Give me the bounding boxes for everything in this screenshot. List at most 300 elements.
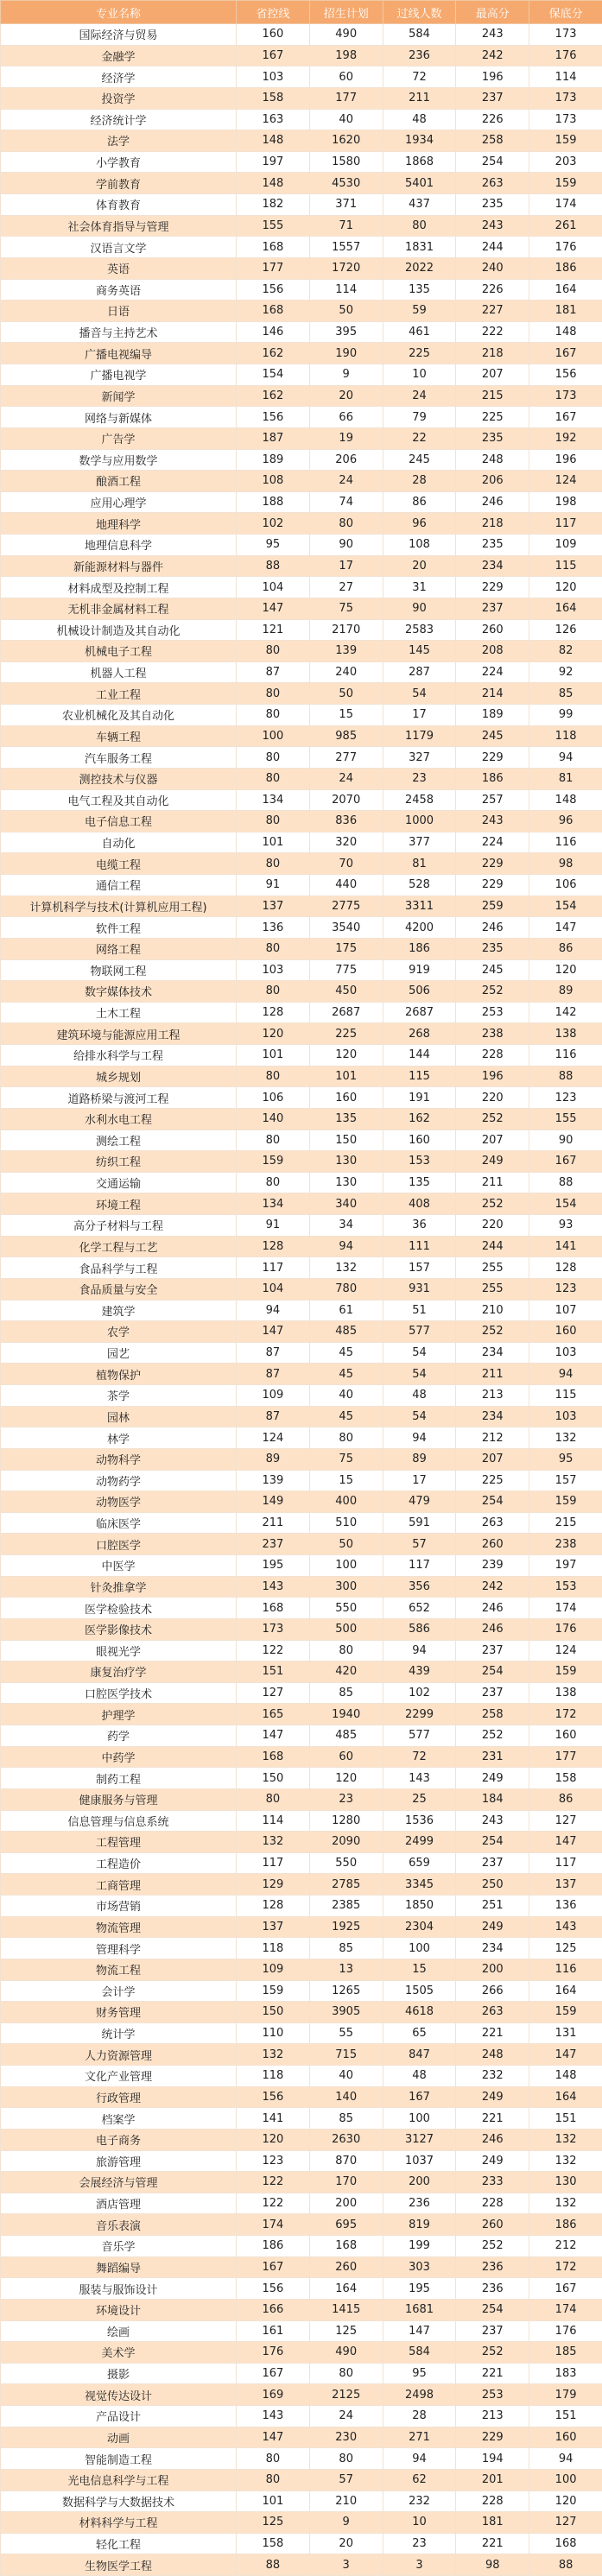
table-row <box>1 2108 602 2130</box>
cell-major-name: 汉语言文学 <box>1 237 237 258</box>
cell-minimum-score: 164 <box>529 279 602 301</box>
cell-highest-score: 196 <box>456 66 529 88</box>
cell-enrollment-plan: 2090 <box>309 1832 383 1853</box>
cell-passing-count: 160 <box>383 1130 456 1151</box>
cell-major-name: 法学 <box>1 130 237 152</box>
cell-minimum-score: 148 <box>529 789 602 811</box>
cell-enrollment-plan: 101 <box>309 1066 383 1087</box>
header-passing-count: 过线人数 <box>383 1 456 24</box>
cell-passing-count: 1850 <box>383 1896 456 1917</box>
cell-minimum-score: 164 <box>529 598 602 619</box>
cell-enrollment-plan: 80 <box>309 2448 383 2470</box>
cell-major-name: 园林 <box>1 1406 237 1427</box>
table-row <box>1 215 602 237</box>
cell-passing-count: 72 <box>383 1746 456 1768</box>
table-row <box>1 1704 602 1725</box>
cell-enrollment-plan: 2630 <box>309 2129 383 2150</box>
cell-highest-score: 246 <box>456 1598 529 1619</box>
cell-highest-score: 253 <box>456 2384 529 2406</box>
cell-highest-score: 263 <box>456 2002 529 2023</box>
cell-minimum-score: 176 <box>529 1618 602 1640</box>
cell-major-name: 茶学 <box>1 1385 237 1407</box>
cell-enrollment-plan: 24 <box>309 768 383 789</box>
table-row <box>1 2533 602 2554</box>
cell-major-name: 广播电视编导 <box>1 343 237 364</box>
table-row <box>1 1023 602 1045</box>
cell-enrollment-plan: 130 <box>309 1172 383 1193</box>
cell-major-name: 数据科学与大数据技术 <box>1 2491 237 2512</box>
cell-highest-score: 221 <box>456 2363 529 2384</box>
header-minimum-score: 保底分 <box>529 1 602 24</box>
table-row <box>1 301 602 322</box>
table-row <box>1 1512 602 1534</box>
cell-provincial-line: 88 <box>237 555 310 577</box>
cell-passing-count: 17 <box>383 1470 456 1491</box>
cell-enrollment-plan: 140 <box>309 2086 383 2108</box>
cell-major-name: 光电信息科学与工程 <box>1 2469 237 2491</box>
table-row <box>1 641 602 662</box>
cell-passing-count: 1179 <box>383 725 456 747</box>
table-row <box>1 1661 602 1683</box>
cell-provincial-line: 124 <box>237 1427 310 1449</box>
table-row <box>1 1385 602 1407</box>
cell-major-name: 环境设计 <box>1 2299 237 2320</box>
cell-highest-score: 208 <box>456 641 529 662</box>
cell-passing-count: 48 <box>383 2066 456 2087</box>
cell-enrollment-plan: 15 <box>309 1470 383 1491</box>
cell-passing-count: 22 <box>383 427 456 449</box>
table-row <box>1 2002 602 2023</box>
table-row <box>1 811 602 832</box>
cell-passing-count: 147 <box>383 2320 456 2342</box>
cell-enrollment-plan: 200 <box>309 2193 383 2214</box>
cell-minimum-score: 143 <box>529 1916 602 1938</box>
cell-minimum-score: 132 <box>529 1427 602 1449</box>
cell-major-name: 纺织工程 <box>1 1151 237 1173</box>
cell-major-name: 药学 <box>1 1725 237 1747</box>
cell-major-name: 动物医学 <box>1 1491 237 1513</box>
cell-enrollment-plan: 85 <box>309 1682 383 1704</box>
table-row <box>1 2150 602 2172</box>
cell-provincial-line: 80 <box>237 683 310 705</box>
cell-provincial-line: 80 <box>237 768 310 789</box>
table-row <box>1 471 602 492</box>
cell-minimum-score: 164 <box>529 1980 602 2002</box>
table-body <box>1 24 602 2576</box>
cell-enrollment-plan: 9 <box>309 364 383 386</box>
table-row <box>1 1364 602 1385</box>
cell-major-name: 金融学 <box>1 45 237 66</box>
cell-enrollment-plan: 177 <box>309 87 383 109</box>
cell-provincial-line: 80 <box>237 1066 310 1087</box>
cell-enrollment-plan: 80 <box>309 2363 383 2384</box>
cell-provincial-line: 80 <box>237 705 310 726</box>
cell-major-name: 酒店管理 <box>1 2193 237 2214</box>
cell-highest-score: 243 <box>456 811 529 832</box>
cell-provincial-line: 168 <box>237 1746 310 1768</box>
cell-minimum-score: 116 <box>529 832 602 853</box>
cell-enrollment-plan: 80 <box>309 1427 383 1449</box>
cell-minimum-score: 156 <box>529 364 602 386</box>
cell-major-name: 建筑学 <box>1 1300 237 1321</box>
cell-enrollment-plan: 2170 <box>309 619 383 641</box>
cell-highest-score: 237 <box>456 598 529 619</box>
cell-major-name: 医学检验技术 <box>1 1598 237 1619</box>
cell-major-name: 日语 <box>1 301 237 322</box>
cell-passing-count: 819 <box>383 2214 456 2236</box>
cell-major-name: 林学 <box>1 1427 237 1449</box>
cell-enrollment-plan: 2125 <box>309 2384 383 2406</box>
cell-minimum-score: 124 <box>529 471 602 492</box>
table-row <box>1 535 602 556</box>
cell-passing-count: 586 <box>383 1618 456 1640</box>
cell-minimum-score: 131 <box>529 2022 602 2044</box>
cell-enrollment-plan: 100 <box>309 1555 383 1577</box>
cell-major-name: 网络与新媒体 <box>1 407 237 428</box>
cell-highest-score: 225 <box>456 407 529 428</box>
cell-enrollment-plan: 27 <box>309 577 383 598</box>
cell-minimum-score: 186 <box>529 257 602 279</box>
cell-minimum-score: 100 <box>529 2469 602 2491</box>
cell-enrollment-plan: 3905 <box>309 2002 383 2023</box>
cell-passing-count: 287 <box>383 661 456 683</box>
cell-passing-count: 377 <box>383 832 456 853</box>
cell-provincial-line: 148 <box>237 173 310 194</box>
cell-major-name: 环境工程 <box>1 1193 237 1215</box>
cell-highest-score: 237 <box>456 2320 529 2342</box>
table-row <box>1 725 602 747</box>
cell-major-name: 绘画 <box>1 2320 237 2342</box>
cell-major-name: 园艺 <box>1 1342 237 1364</box>
cell-provincial-line: 80 <box>237 853 310 875</box>
table-row <box>1 1746 602 1768</box>
cell-major-name: 社会体育指导与管理 <box>1 215 237 237</box>
cell-highest-score: 233 <box>456 2172 529 2193</box>
cell-minimum-score: 99 <box>529 705 602 726</box>
cell-passing-count: 25 <box>383 1788 456 1810</box>
cell-enrollment-plan: 4530 <box>309 173 383 194</box>
cell-major-name: 财务管理 <box>1 2002 237 2023</box>
table-row <box>1 1598 602 1619</box>
cell-provincial-line: 158 <box>237 87 310 109</box>
cell-provincial-line: 151 <box>237 1661 310 1683</box>
cell-highest-score: 211 <box>456 1172 529 1193</box>
table-row <box>1 1278 602 1300</box>
cell-highest-score: 213 <box>456 1385 529 1407</box>
cell-provincial-line: 136 <box>237 917 310 939</box>
cell-highest-score: 246 <box>456 491 529 513</box>
cell-highest-score: 240 <box>456 257 529 279</box>
cell-provincial-line: 102 <box>237 513 310 535</box>
cell-enrollment-plan: 60 <box>309 66 383 88</box>
cell-minimum-score: 93 <box>529 1215 602 1237</box>
cell-highest-score: 226 <box>456 279 529 301</box>
cell-highest-score: 253 <box>456 1002 529 1023</box>
cell-major-name: 应用心理学 <box>1 491 237 513</box>
cell-minimum-score: 160 <box>529 1321 602 1343</box>
cell-highest-score: 252 <box>456 1108 529 1130</box>
table-row <box>1 1980 602 2002</box>
cell-enrollment-plan: 20 <box>309 2533 383 2554</box>
cell-highest-score: 225 <box>456 1470 529 1491</box>
cell-major-name: 智能制造工程 <box>1 2448 237 2470</box>
cell-minimum-score: 179 <box>529 2384 602 2406</box>
cell-major-name: 生物医学工程 <box>1 2554 237 2576</box>
cell-major-name: 经济学 <box>1 66 237 88</box>
cell-major-name: 投资学 <box>1 87 237 109</box>
cell-highest-score: 207 <box>456 1448 529 1470</box>
table-row <box>1 959 602 981</box>
cell-minimum-score: 94 <box>529 2448 602 2470</box>
cell-passing-count: 2687 <box>383 1002 456 1023</box>
cell-highest-score: 248 <box>456 449 529 471</box>
table-row <box>1 917 602 939</box>
cell-provincial-line: 143 <box>237 1576 310 1598</box>
cell-minimum-score: 167 <box>529 343 602 364</box>
cell-minimum-score: 81 <box>529 768 602 789</box>
table-row <box>1 407 602 428</box>
cell-passing-count: 48 <box>383 109 456 130</box>
cell-passing-count: 24 <box>383 385 456 407</box>
cell-passing-count: 135 <box>383 1172 456 1193</box>
table-row <box>1 343 602 364</box>
cell-minimum-score: 115 <box>529 1385 602 1407</box>
cell-passing-count: 931 <box>383 1278 456 1300</box>
cell-passing-count: 577 <box>383 1321 456 1343</box>
cell-minimum-score: 159 <box>529 2002 602 2023</box>
cell-major-name: 测控技术与仪器 <box>1 768 237 789</box>
cell-minimum-score: 90 <box>529 1130 602 1151</box>
cell-minimum-score: 130 <box>529 2172 602 2193</box>
cell-provincial-line: 87 <box>237 661 310 683</box>
cell-minimum-score: 92 <box>529 661 602 683</box>
cell-provincial-line: 162 <box>237 385 310 407</box>
table-row <box>1 2066 602 2087</box>
cell-minimum-score: 192 <box>529 427 602 449</box>
cell-minimum-score: 117 <box>529 1852 602 1874</box>
table-row <box>1 1108 602 1130</box>
cell-highest-score: 252 <box>456 2236 529 2257</box>
cell-major-name: 档案学 <box>1 2108 237 2130</box>
cell-enrollment-plan: 715 <box>309 2044 383 2066</box>
cell-provincial-line: 166 <box>237 2299 310 2320</box>
cell-passing-count: 2499 <box>383 1832 456 1853</box>
table-row <box>1 598 602 619</box>
cell-minimum-score: 159 <box>529 1491 602 1513</box>
table-row <box>1 661 602 683</box>
cell-enrollment-plan: 55 <box>309 2022 383 2044</box>
cell-minimum-score: 127 <box>529 2512 602 2534</box>
table-row <box>1 768 602 789</box>
cell-highest-score: 214 <box>456 683 529 705</box>
cell-provincial-line: 187 <box>237 427 310 449</box>
cell-highest-score: 260 <box>456 1534 529 1555</box>
cell-highest-score: 229 <box>456 577 529 598</box>
table-row <box>1 364 602 386</box>
cell-minimum-score: 109 <box>529 535 602 556</box>
cell-provincial-line: 80 <box>237 2448 310 2470</box>
table-row <box>1 1448 602 1470</box>
cell-major-name: 交通运输 <box>1 1172 237 1193</box>
cell-minimum-score: 185 <box>529 2342 602 2364</box>
cell-enrollment-plan: 400 <box>309 1491 383 1513</box>
cell-highest-score: 254 <box>456 1661 529 1683</box>
cell-enrollment-plan: 164 <box>309 2278 383 2300</box>
cell-major-name: 酿酒工程 <box>1 471 237 492</box>
cell-highest-score: 235 <box>456 938 529 959</box>
cell-enrollment-plan: 66 <box>309 407 383 428</box>
cell-provincial-line: 114 <box>237 1810 310 1832</box>
cell-passing-count: 437 <box>383 194 456 216</box>
cell-passing-count: 100 <box>383 1938 456 1959</box>
cell-passing-count: 195 <box>383 2278 456 2300</box>
cell-minimum-score: 115 <box>529 555 602 577</box>
cell-highest-score: 98 <box>456 2554 529 2576</box>
cell-provincial-line: 80 <box>237 1130 310 1151</box>
table-row <box>1 2491 602 2512</box>
cell-highest-score: 252 <box>456 1193 529 1215</box>
cell-highest-score: 211 <box>456 1364 529 1385</box>
table-row <box>1 449 602 471</box>
cell-provincial-line: 120 <box>237 1023 310 1045</box>
table-row <box>1 1193 602 1215</box>
cell-minimum-score: 120 <box>529 2491 602 2512</box>
cell-passing-count: 408 <box>383 1193 456 1215</box>
cell-highest-score: 232 <box>456 2066 529 2087</box>
cell-minimum-score: 95 <box>529 1448 602 1470</box>
cell-major-name: 健康服务与管理 <box>1 1788 237 1810</box>
cell-provincial-line: 89 <box>237 1448 310 1470</box>
cell-major-name: 旅游管理 <box>1 2150 237 2172</box>
table-row <box>1 385 602 407</box>
table-row <box>1 2342 602 2364</box>
cell-major-name: 音乐表演 <box>1 2214 237 2236</box>
table-row <box>1 2469 602 2491</box>
cell-highest-score: 222 <box>456 321 529 343</box>
cell-enrollment-plan: 780 <box>309 1278 383 1300</box>
cell-provincial-line: 134 <box>237 1193 310 1215</box>
cell-enrollment-plan: 395 <box>309 321 383 343</box>
cell-provincial-line: 80 <box>237 2469 310 2491</box>
cell-passing-count: 102 <box>383 1682 456 1704</box>
cell-highest-score: 246 <box>456 2129 529 2150</box>
cell-minimum-score: 127 <box>529 1810 602 1832</box>
cell-passing-count: 528 <box>383 875 456 896</box>
cell-passing-count: 28 <box>383 2406 456 2427</box>
cell-enrollment-plan: 440 <box>309 875 383 896</box>
cell-enrollment-plan: 230 <box>309 2427 383 2448</box>
cell-passing-count: 145 <box>383 641 456 662</box>
cell-highest-score: 242 <box>456 45 529 66</box>
cell-provincial-line: 80 <box>237 1172 310 1193</box>
cell-passing-count: 81 <box>383 853 456 875</box>
cell-enrollment-plan: 1280 <box>309 1810 383 1832</box>
table-row <box>1 2256 602 2278</box>
cell-highest-score: 236 <box>456 2278 529 2300</box>
cell-passing-count: 51 <box>383 1300 456 1321</box>
cell-provincial-line: 95 <box>237 535 310 556</box>
cell-provincial-line: 146 <box>237 321 310 343</box>
cell-enrollment-plan: 80 <box>309 513 383 535</box>
cell-major-name: 工程造价 <box>1 1852 237 1874</box>
cell-minimum-score: 157 <box>529 1470 602 1491</box>
cell-minimum-score: 173 <box>529 24 602 46</box>
cell-enrollment-plan: 94 <box>309 1236 383 1257</box>
cell-passing-count: 143 <box>383 1768 456 1789</box>
cell-major-name: 车辆工程 <box>1 725 237 747</box>
cell-provincial-line: 237 <box>237 1534 310 1555</box>
cell-provincial-line: 148 <box>237 130 310 152</box>
cell-enrollment-plan: 45 <box>309 1342 383 1364</box>
cell-highest-score: 220 <box>456 1087 529 1109</box>
table-row <box>1 875 602 896</box>
cell-passing-count: 111 <box>383 1236 456 1257</box>
cell-minimum-score: 138 <box>529 1682 602 1704</box>
cell-major-name: 学前教育 <box>1 173 237 194</box>
cell-highest-score: 248 <box>456 2044 529 2066</box>
cell-highest-score: 237 <box>456 87 529 109</box>
cell-enrollment-plan: 1415 <box>309 2299 383 2320</box>
cell-provincial-line: 80 <box>237 641 310 662</box>
cell-enrollment-plan: 3540 <box>309 917 383 939</box>
cell-highest-score: 263 <box>456 173 529 194</box>
cell-major-name: 文化产业管理 <box>1 2066 237 2087</box>
cell-highest-score: 252 <box>456 2342 529 2364</box>
table-row <box>1 194 602 216</box>
cell-provincial-line: 167 <box>237 2256 310 2278</box>
table-row <box>1 1342 602 1364</box>
cell-passing-count: 2583 <box>383 619 456 641</box>
cell-highest-score: 234 <box>456 1406 529 1427</box>
cell-highest-score: 237 <box>456 1852 529 1874</box>
cell-enrollment-plan: 19 <box>309 427 383 449</box>
cell-major-name: 统计学 <box>1 2022 237 2044</box>
cell-highest-score: 243 <box>456 1810 529 1832</box>
cell-passing-count: 72 <box>383 66 456 88</box>
cell-enrollment-plan: 85 <box>309 1938 383 1959</box>
cell-major-name: 音乐学 <box>1 2236 237 2257</box>
cell-provincial-line: 103 <box>237 66 310 88</box>
table-row <box>1 1534 602 1555</box>
cell-major-name: 数字媒体技术 <box>1 981 237 1003</box>
cell-enrollment-plan: 90 <box>309 535 383 556</box>
cell-highest-score: 244 <box>456 237 529 258</box>
table-row <box>1 1682 602 1704</box>
cell-major-name: 新闻学 <box>1 385 237 407</box>
table-row <box>1 619 602 641</box>
table-row <box>1 130 602 152</box>
cell-passing-count: 303 <box>383 2256 456 2278</box>
cell-major-name: 口腔医学技术 <box>1 1682 237 1704</box>
cell-minimum-score: 158 <box>529 1768 602 1789</box>
cell-minimum-score: 197 <box>529 1555 602 1577</box>
cell-enrollment-plan: 50 <box>309 301 383 322</box>
cell-passing-count: 48 <box>383 1385 456 1407</box>
cell-highest-score: 259 <box>456 896 529 917</box>
cell-provincial-line: 156 <box>237 279 310 301</box>
table-row <box>1 747 602 769</box>
cell-provincial-line: 134 <box>237 789 310 811</box>
cell-highest-score: 184 <box>456 1788 529 1810</box>
cell-minimum-score: 173 <box>529 109 602 130</box>
cell-provincial-line: 106 <box>237 1087 310 1109</box>
cell-enrollment-plan: 490 <box>309 2342 383 2364</box>
header-enrollment-plan: 招生计划 <box>309 1 383 24</box>
cell-provincial-line: 94 <box>237 1300 310 1321</box>
table-row <box>1 577 602 598</box>
cell-minimum-score: 153 <box>529 1576 602 1598</box>
cell-passing-count: 100 <box>383 2108 456 2130</box>
